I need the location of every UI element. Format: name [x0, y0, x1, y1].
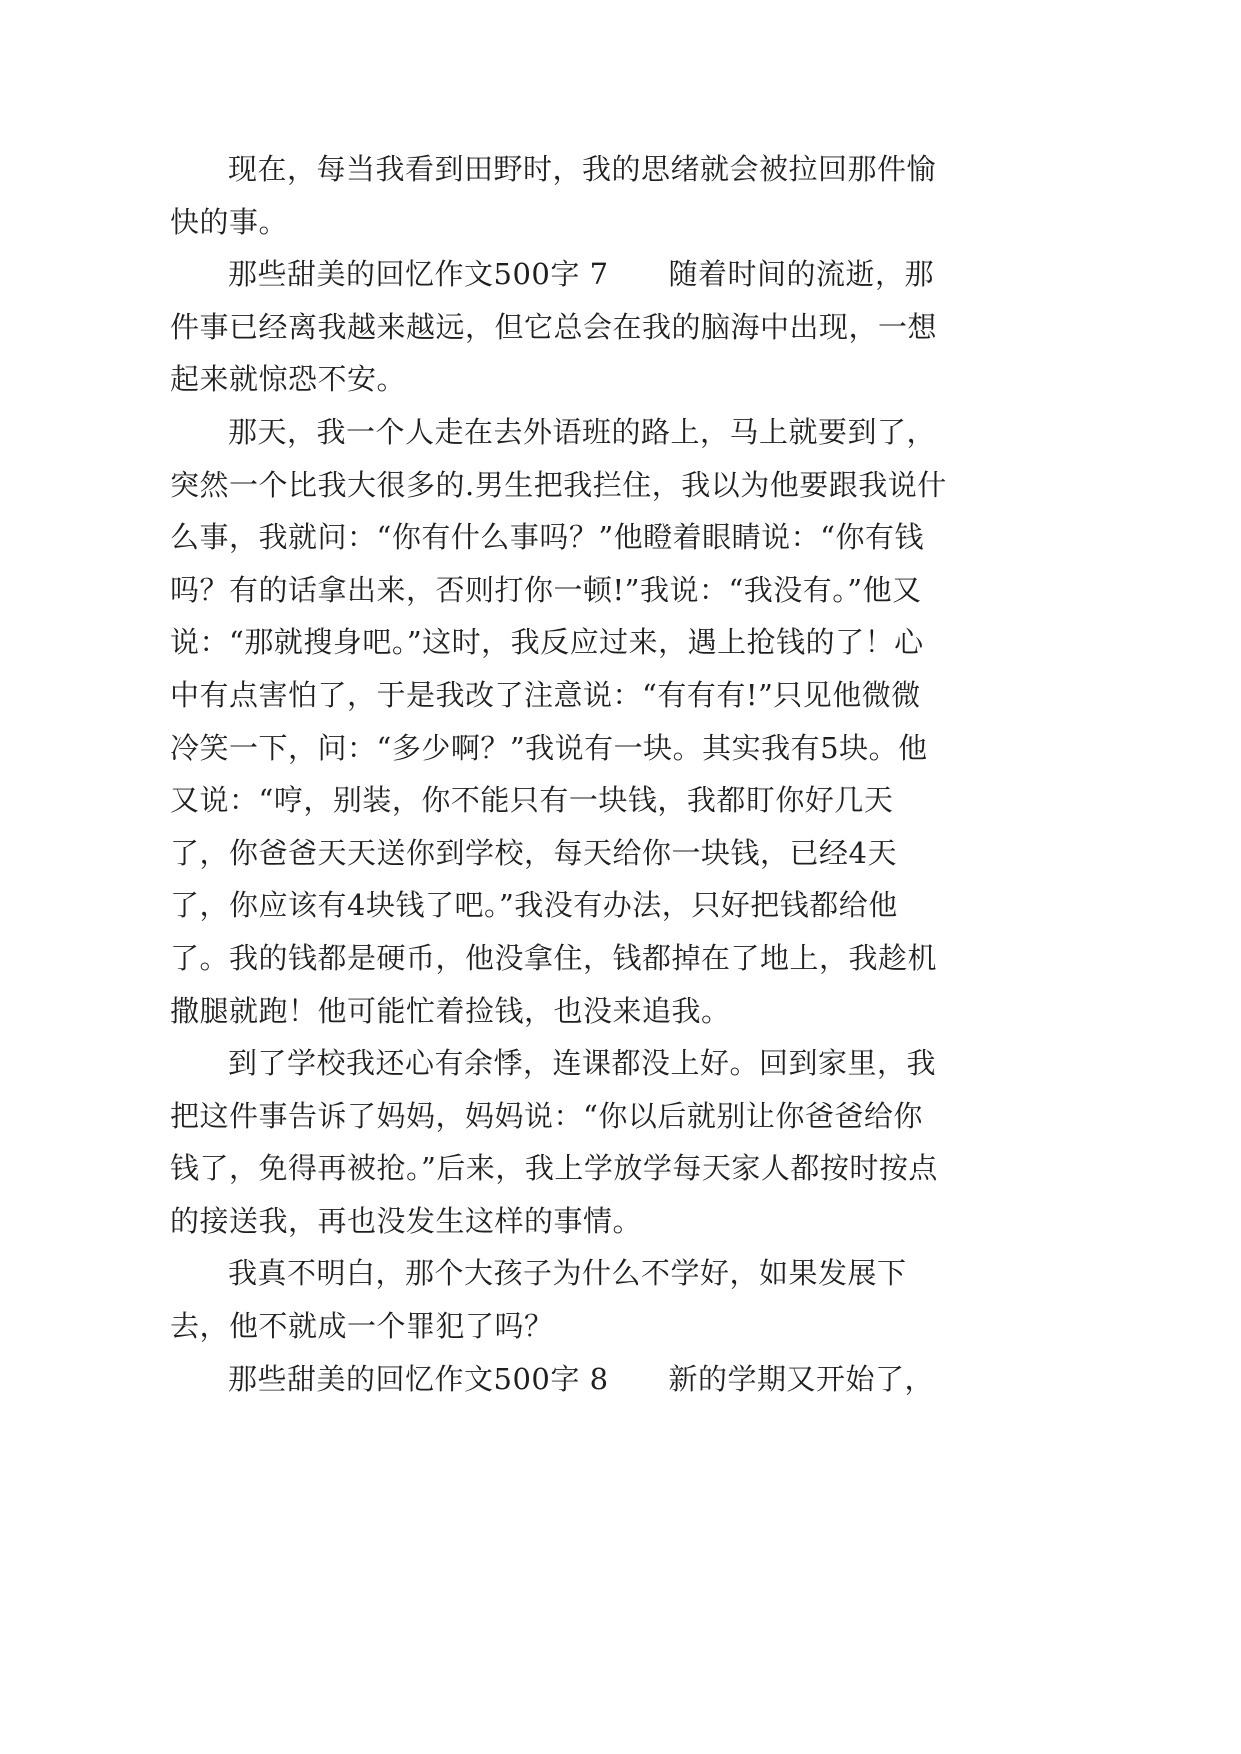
paragraph-text: 我真不明白，那个大孩子为什么不学好，如果发展下去，他不就成一个罪犯了吗？ — [170, 1256, 907, 1344]
paragraph-text: 到了学校我还心有余悸，连课都没上好。回到家里，我把这件事告诉了妈妈，妈妈说：“你以后就别让你爸爸给你钱了，免得再被抢。”后来，我上学放学每天家人都按时按点的接送我，再也没发生这样的事情。 — [170, 1046, 938, 1238]
paragraph-after-school — [170, 1037, 950, 1247]
paragraph-text: 那天，我一个人走在去外语班的路上，马上就要到了，突然一个比我大很多的.男生把我拦住，我以为他要跟我说什么事，我就问：“你有什么事吗？”他瞪着眼睛说：“你有钱吗？有的话拿出来，否则打你一顿!”我说：“我没有。”他又说：“那就搜身吧。”这时，我反应过来，遇上抢钱的了！心中有点害怕了，于是我改了注意说：“有有有!”只见他微微冷笑一下，问：“多少啊？”我说有一块。其实我有5块。他又说：“哼，别装，你不能只有一块钱，我都盯你好几天了，你爸爸天天送你到学校，每天给你一块钱，已经4天了，你应该有4块钱了吧。”我没有办法，只好把钱都给他了。我的钱都是硬币，他没拿住，钱都掉在了地上，我趁机撒腿就跑！他可能忙着捡钱，也没来追我。 — [170, 414, 947, 1028]
essay-heading-8: 那些甜美的回忆作文500字 8 — [228, 1361, 609, 1396]
paragraph-essay-8-intro — [170, 1353, 950, 1406]
paragraph-text: 随着时间的流逝，那件事已经离我越来越远，但它总会在我的脑海中出现，一想起来就惊恐不安。 — [170, 257, 938, 397]
paragraph-text: 新的学期又开始了， — [668, 1361, 935, 1396]
paragraph-robbery-story — [170, 406, 950, 1037]
paragraph-essay-7-intro — [170, 248, 950, 406]
paragraph-reflection — [170, 1247, 950, 1352]
paragraph-field-memory — [170, 143, 950, 248]
paragraph-text: 现在，每当我看到田野时，我的思绪就会被拉回那件愉快的事。 — [170, 152, 937, 239]
document-body — [170, 143, 950, 1405]
essay-heading-7: 那些甜美的回忆作文500字 7 — [228, 257, 609, 292]
